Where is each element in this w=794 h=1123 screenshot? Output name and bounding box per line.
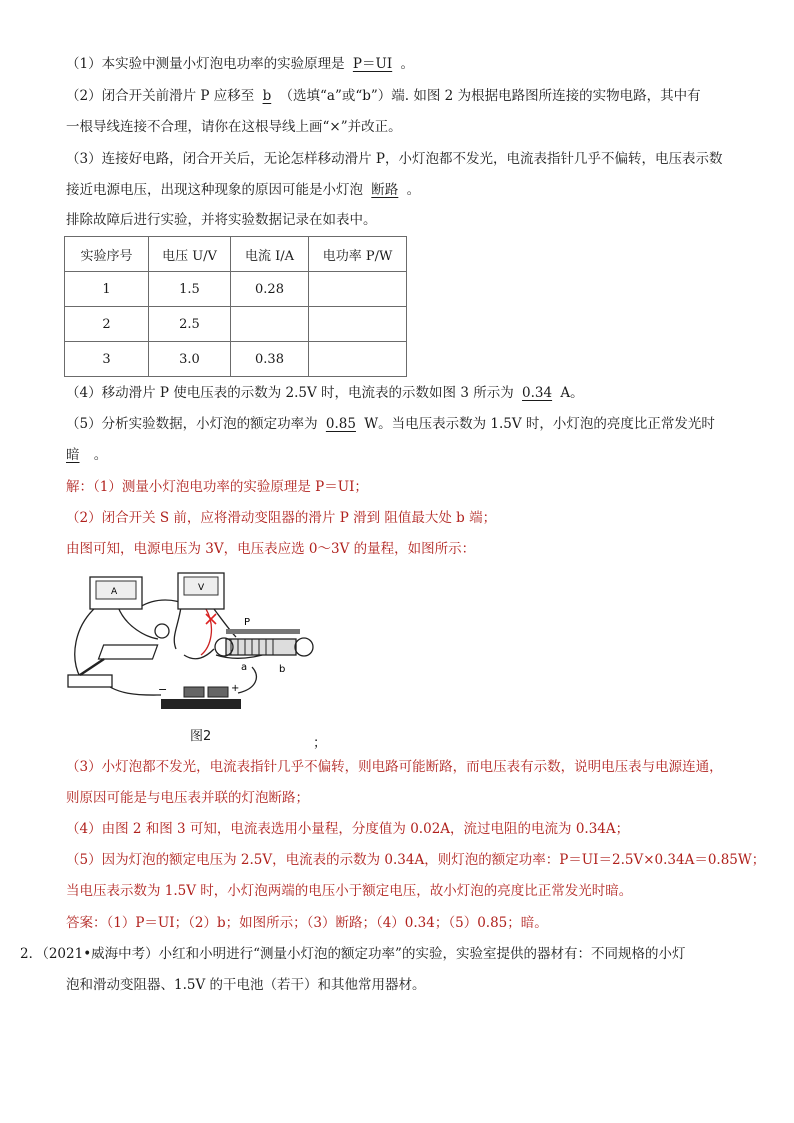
- slider-label: P: [244, 617, 251, 628]
- answer-blank: P＝UI: [352, 56, 393, 72]
- minus-label: −: [158, 683, 168, 696]
- solution-3: 由图可知，电源电压为 3V，电压表应选 0～3V 的量程，如图所示：: [66, 541, 476, 557]
- voltmeter-label: V: [198, 583, 205, 593]
- solution-7: 当电压表示数为 1.5V 时，小灯泡两端的电压小于额定电压，故小灯泡的亮度比正常发光时暗。: [66, 883, 633, 899]
- question-1: （1）本实验中测量小灯泡电功率的实验原理是 P＝UI 。: [66, 56, 414, 72]
- solution-4: （3）小灯泡都不发光，电流表指针几乎不偏转，则电路可能断路，而电压表有示数，说明电压表与电源连通，: [66, 759, 723, 775]
- question-2-line2: 一根导线连接不合理，请你在这根导线上画“×”并改正。: [66, 119, 402, 135]
- figure-semicolon: ；: [313, 735, 327, 751]
- answer-blank: 暗: [66, 447, 80, 463]
- solution-5: （4）由图 2 和图 3 可知，电流表选用小量程，分度值为 0.02A，流过电阻的电流为 0.34A；: [66, 821, 630, 837]
- table-intro: 排除故障后进行实验，并将实验数据记录在如表中。: [66, 212, 377, 228]
- solution-1: 解：（1）测量小灯泡电功率的实验原理是 P＝UI；: [66, 479, 368, 495]
- answer-summary: 答案：（1）P＝UI；（2）b；如图所示；（3）断路；（4）0.34；（5）0.85；暗。: [66, 915, 548, 931]
- answer-blank: 断路: [371, 182, 399, 198]
- data-table: [64, 236, 407, 377]
- solution-2: （2）闭合开关 S 前，应将滑动变阻器的滑片 P 滑到 阻值最大处 b 端；: [66, 510, 497, 526]
- question-5-line2: 暗 。: [66, 447, 108, 463]
- end-b-label: b: [279, 664, 286, 675]
- answer-blank: b: [262, 88, 272, 104]
- solution-4-line2: 则原因可能是与电压表并联的灯泡断路；: [66, 790, 309, 806]
- question-2: （2）闭合开关前滑片 P 应移至 b （选填“a”或“b”）端. 如图 2 为根据电路图所连接的实物电路，其中有: [66, 88, 701, 104]
- table-row: 2 2.5: [65, 307, 407, 342]
- circuit-figure: [66, 567, 316, 717]
- table-row: 3 3.0 0.38: [65, 342, 407, 377]
- answer-blank: 0.34: [522, 385, 553, 401]
- table-row: 1 1.5 0.28: [65, 272, 407, 307]
- ammeter-label: A: [111, 587, 118, 597]
- question-3-line2: 接近电源电压，出现这种现象的原因可能是小灯泡 断路 。: [66, 182, 421, 198]
- question-5: （5）分析实验数据，小灯泡的额定功率为 0.85 W。当电压表示数为 1.5V 时，小灯泡的亮度比正常发光时: [66, 416, 715, 432]
- question-next: 2．（2021•威海中考）小红和小明进行“测量小灯泡的额定功率”的实验，实验室提供的器材有：不同规格的小灯: [20, 946, 686, 962]
- question-3: （3）连接好电路，闭合开关后，无论怎样移动滑片 P，小灯泡都不发光，电流表指针几乎不偏转，电压表示数: [66, 151, 723, 167]
- question-4: （4）移动滑片 P 使电压表的示数为 2.5V 时，电流表的示数如图 3 所示为 0.34 A。: [66, 385, 584, 401]
- plus-label: +: [231, 683, 240, 694]
- answer-blank: 0.85: [325, 416, 356, 432]
- end-a-label: a: [241, 662, 248, 673]
- table-header: 实验序号 电压 U/V 电流 I/A 电功率 P/W: [65, 237, 407, 272]
- question-next-line2: 泡和滑动变阻器、1.5V 的干电池（若干）和其他常用器材。: [66, 977, 426, 993]
- figure-caption: 图2: [190, 729, 212, 744]
- solution-6: （5）因为灯泡的额定电压为 2.5V，电流表的示数为 0.34A，则灯泡的额定功率：P＝UI＝2.5V×0.34A＝0.85W；: [66, 852, 766, 868]
